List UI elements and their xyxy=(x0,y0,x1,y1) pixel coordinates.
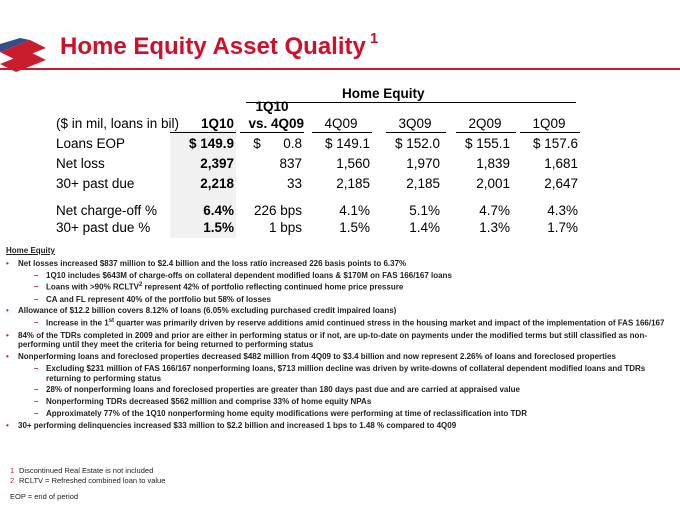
cell: 1,681 xyxy=(544,156,578,171)
cell: $ 149.1 xyxy=(324,136,370,151)
cell: 2,218 xyxy=(200,176,234,191)
cell: 4.7% xyxy=(479,203,510,218)
row-label-past-due: 30+ past due xyxy=(56,176,135,191)
col-header-1: 1Q10 xyxy=(200,116,234,131)
cell: 5.1% xyxy=(409,203,440,218)
cell: 2,397 xyxy=(200,156,234,171)
footnote-1: 1 Discontinued Real Estate is not included xyxy=(10,466,154,475)
home-equity-table xyxy=(0,0,680,240)
label-header: ($ in mil, loans in bil) xyxy=(56,116,180,131)
cell: 4.1% xyxy=(339,203,370,218)
cell: 1.4% xyxy=(409,220,440,235)
bullet-tdrs: • 84% of the TDRs completed in 2009 and prior are either in performing status or if not, are up-to-date on payments under the modified terms but still classified as non-performing until they meet the criteria for being returned to performing status xyxy=(6,331,674,351)
cell: $ 149.9 xyxy=(188,136,234,151)
cell: 4.3% xyxy=(547,203,578,218)
cell: 1,970 xyxy=(406,156,440,171)
col-header-underline xyxy=(170,132,236,133)
cell: $ 0.8 xyxy=(253,136,302,151)
cell: 33 xyxy=(286,176,302,191)
commentary xyxy=(6,246,674,430)
col-header-underline xyxy=(456,132,516,133)
sub-bullet: – Increase in the 1st quarter was primarily driven by reserve additions amid continued stress in the housing market and impact of the implementation of FAS 166/167 xyxy=(6,318,674,328)
footnote-2: 2 RCLTV = Refreshed combined loan to value xyxy=(10,476,166,486)
sub-bullet: – Excluding $231 million of FAS 166/167 nonperforming loans, $713 million decline was driven by write-downs of collateral dependent modified loans and TDRs returning to performing status xyxy=(6,364,674,384)
commentary-title: Home Equity xyxy=(6,246,55,255)
sub-bullet: – Loans with >90% RCLTV$^2$ represent 42% of portfolio reflecting continued home price pressure xyxy=(6,282,674,292)
col-header-underline xyxy=(386,132,446,133)
footnote-eop: EOP = end of period xyxy=(10,492,79,502)
cell: 1.3% xyxy=(479,220,510,235)
col-header-underline xyxy=(312,132,372,133)
col-header-top-2: 1Q10 xyxy=(255,99,289,114)
bullet-nonperforming: • Nonperforming loans and foreclosed properties decreased $482 million from 4Q09 to $3.4 billion and now represent 2.26% of loans and foreclosed properties xyxy=(6,352,674,362)
sub-bullet: – 28% of nonperforming loans and foreclosed properties are greater than 180 days past due and are carried at appraised value xyxy=(6,385,674,395)
cell: 1,560 xyxy=(336,156,370,171)
cell: 1 bps xyxy=(268,220,302,235)
col-header-2: vs. 4Q09 xyxy=(248,116,304,131)
bullet-allowance: • Allowance of $12.2 billion covers 8.12% of loans (6.05% excluding purchased credit impaired loans) xyxy=(6,306,674,316)
cell: 6.4% xyxy=(203,203,234,218)
row-label-loans-eop: Loans EOP xyxy=(56,136,126,151)
cell: 2,001 xyxy=(476,176,510,191)
cell: 226 bps xyxy=(253,203,302,218)
footnotes xyxy=(10,466,165,502)
cell: $ 157.6 xyxy=(532,136,578,151)
row-label-net-loss: Net loss xyxy=(56,156,105,171)
cell: 1.5% xyxy=(339,220,370,235)
page-title: Home Equity Asset Quality $^1$ xyxy=(60,30,379,60)
group-label: Home Equity xyxy=(342,86,425,101)
cell: 2,647 xyxy=(544,176,578,191)
cell: 2,185 xyxy=(336,176,370,191)
sub-bullet: – 1Q10 includes $643M of charge-offs on collateral dependent modified loans & $170M on FAS 166/167 loans xyxy=(6,271,674,281)
row-label-nco-pct: Net charge-off % xyxy=(56,203,158,218)
sub-bullet: – Nonperforming TDRs decreased $562 million and comprise 33% of home equity NPAs xyxy=(6,397,674,407)
cell: 1.7% xyxy=(547,220,578,235)
bullet-net-losses: • Net losses increased $837 million to $2.4 billion and the loss ratio increased 226 basis points to 6.37% xyxy=(6,259,674,269)
cell: 2,185 xyxy=(406,176,440,191)
col-header-underline xyxy=(240,132,304,133)
cell: 837 xyxy=(279,156,302,171)
row-label-past-due-pct: 30+ past due % xyxy=(56,220,151,235)
sub-bullet: – Approximately 77% of the 1Q10 nonperforming home equity modifications were performing at time of reclassification into TDR xyxy=(6,409,674,419)
title-footnote-marker: 1 xyxy=(369,30,379,47)
bullet-delinquencies: • 30+ performing delinquencies increased $33 million to $2.2 billion and increased 1 bps to 1.48 % compared to 4Q09 xyxy=(6,421,674,431)
sub-bullet: – CA and FL represent 40% of the portfolio but 58% of losses xyxy=(6,295,674,305)
col-header-3: 4Q09 xyxy=(324,116,358,131)
col-header-6: 1Q09 xyxy=(532,116,566,131)
col-header-underline xyxy=(520,132,580,133)
col-header-5: 2Q09 xyxy=(468,116,502,131)
col-header-4: 3Q09 xyxy=(398,116,432,131)
cell: $ 152.0 xyxy=(394,136,440,151)
cell: 1.5% xyxy=(203,220,234,235)
cell: $ 155.1 xyxy=(464,136,510,151)
cell: 1,839 xyxy=(476,156,510,171)
